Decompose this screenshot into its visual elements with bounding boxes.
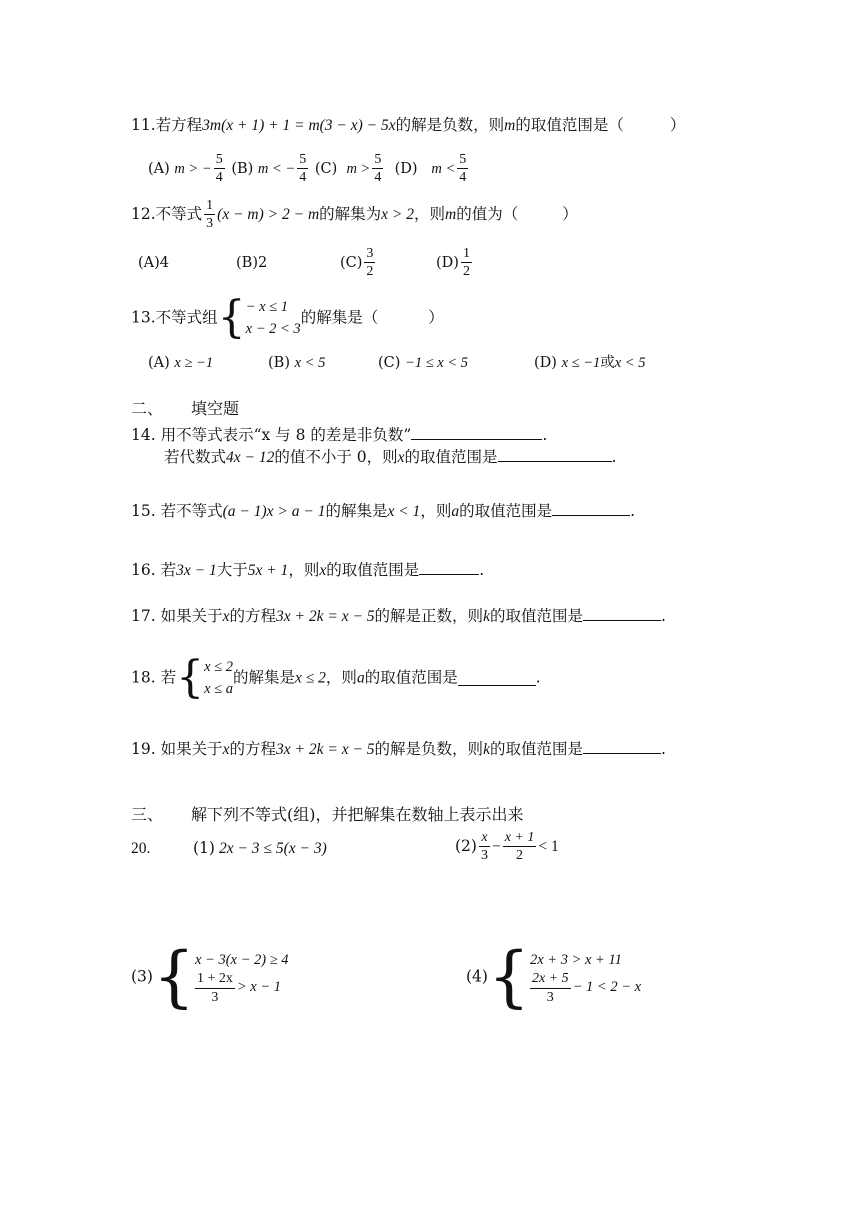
- system-line: x − 3(x − 2) ≥ 4: [194, 951, 289, 968]
- equation: 3m(x + 1) + 1 = m(3 − x) − 5x: [202, 117, 396, 134]
- option-expr: m >: [346, 160, 371, 177]
- question-20-part-1: [193, 841, 327, 857]
- question-number: 16.: [131, 561, 156, 579]
- system-line: 2x + 3 > x + 11: [529, 951, 622, 968]
- option-c: [340, 246, 436, 280]
- variable: x: [222, 741, 230, 758]
- section-title: 填空题: [191, 399, 240, 418]
- question-20-part-4: [466, 938, 642, 1015]
- question-12: [131, 198, 578, 232]
- fraction: [364, 246, 375, 280]
- question-14: [131, 425, 547, 444]
- option-or: 或: [600, 355, 615, 371]
- period: .: [479, 561, 485, 579]
- fraction: [503, 830, 537, 864]
- fraction: [195, 971, 235, 1005]
- option-expr: m > −: [174, 160, 212, 177]
- question-text: 若方程: [155, 116, 203, 134]
- denominator: 2: [516, 848, 524, 864]
- fraction: [530, 971, 571, 1005]
- section-number: 二、: [131, 399, 164, 418]
- question-text: 的取值范围是: [459, 502, 553, 520]
- question-text: 的解是负数，则: [395, 116, 505, 134]
- period: .: [535, 668, 541, 687]
- answer-blank[interactable]: [498, 447, 612, 462]
- period: .: [660, 740, 666, 758]
- option-label: (A): [148, 160, 170, 177]
- variable: a: [451, 503, 460, 520]
- part-label: (4): [466, 967, 488, 986]
- option-d: [394, 152, 471, 186]
- question-text: ，则: [420, 502, 452, 520]
- operator: −: [491, 838, 501, 856]
- paren-close: ）: [562, 204, 578, 223]
- question-text: 的取值范围是: [326, 561, 420, 579]
- question-text: 若代数式: [164, 448, 227, 466]
- option-label: (C): [314, 160, 338, 177]
- variable: m: [504, 117, 516, 134]
- part-label: (2): [455, 837, 477, 856]
- fraction: [457, 152, 468, 186]
- question-text: 的解集是: [233, 668, 296, 687]
- question-text: 的取值范围是: [489, 740, 583, 758]
- denominator: 2: [462, 264, 470, 280]
- denominator: 3: [206, 216, 214, 232]
- numerator: 1 + 2x: [195, 971, 235, 988]
- inequality-rhs: − 1 < 2 − x: [572, 979, 642, 996]
- option-b: [231, 152, 310, 186]
- question-text: 的解集是（: [300, 308, 379, 327]
- period: .: [611, 448, 617, 466]
- option-expr: −1 ≤ x < 5: [405, 355, 468, 371]
- system-line: x ≤ 2: [204, 659, 234, 675]
- variable: a: [356, 669, 365, 687]
- answer-blank[interactable]: [458, 671, 536, 686]
- question-20-part-2: [455, 830, 559, 864]
- option-label: (B): [231, 160, 254, 177]
- numerator: 5: [297, 152, 308, 169]
- answer-blank[interactable]: [411, 425, 542, 440]
- question-12-options: [138, 246, 474, 280]
- option-label: (D): [534, 355, 557, 371]
- question-text: 的解是正数，则: [374, 607, 484, 625]
- question-text: 不等式: [155, 204, 203, 223]
- inequality: 2x − 3 ≤ 5(x − 3): [218, 840, 327, 857]
- inequality-system: [246, 296, 301, 341]
- answer-blank[interactable]: [419, 560, 479, 575]
- numerator: 5: [372, 152, 383, 169]
- option-label: (D): [394, 160, 418, 177]
- question-text: 的取值范围是: [404, 448, 498, 466]
- question-text: 的值为（: [456, 204, 519, 223]
- question-text: 的解集为: [319, 204, 382, 223]
- answer-blank[interactable]: [552, 501, 630, 516]
- question-text: 如果关于: [160, 607, 223, 625]
- question-number: 14.: [131, 426, 156, 444]
- answer-blank[interactable]: [583, 739, 661, 754]
- question-20-number: 20.: [131, 840, 151, 857]
- fraction: [372, 152, 383, 186]
- question-text: 的解是负数，则: [374, 740, 484, 758]
- question-text: 的取值范围是: [489, 607, 583, 625]
- inequality-system: [195, 949, 289, 1005]
- solution-set: x < 1: [387, 503, 421, 520]
- system-line: x − 2 < 3: [245, 321, 301, 338]
- question-15: [131, 501, 635, 520]
- numerator: 5: [214, 152, 225, 169]
- question-18: [131, 652, 541, 704]
- equation: 3x + 2k = x − 5: [276, 741, 375, 758]
- equation: (x − m) > 2 − m: [217, 205, 320, 223]
- question-text: ，则: [288, 561, 320, 579]
- option-c: [378, 356, 534, 371]
- option-a: [148, 356, 268, 371]
- variable: m: [445, 205, 457, 223]
- option-label: (D): [436, 254, 459, 271]
- part-label: (3): [131, 967, 153, 986]
- option-label: (C): [340, 254, 363, 271]
- question-text: 的解集是: [325, 502, 388, 520]
- option-label: (A): [148, 355, 170, 371]
- system-line: [530, 971, 641, 1005]
- option-label: (C): [378, 355, 401, 371]
- paren-close: ）: [428, 308, 444, 327]
- period: .: [630, 502, 636, 520]
- question-text: 的值不小于 0，则: [274, 448, 398, 466]
- question-11-options: [148, 152, 470, 186]
- option-expr: x ≥ −1: [174, 355, 214, 371]
- fraction: [204, 198, 215, 232]
- question-number: 18.: [131, 668, 156, 687]
- question-19: [131, 739, 666, 758]
- brace: {: [176, 652, 205, 704]
- numerator: 1: [204, 198, 215, 215]
- question-number: 17.: [131, 607, 156, 625]
- question-text: 的取值范围是: [364, 668, 458, 687]
- denominator: 4: [215, 170, 223, 186]
- expression: 4x − 12: [226, 449, 275, 466]
- question-text: 的取值范围是（: [515, 116, 624, 134]
- option-expr: m <: [431, 160, 456, 177]
- question-13: [131, 292, 444, 344]
- question-number: 12.: [131, 204, 156, 223]
- option-b: [268, 356, 378, 371]
- question-20-part-3: [131, 938, 289, 1015]
- variable: k: [483, 608, 490, 625]
- inequality-rhs: < 1: [538, 838, 559, 856]
- inequality-rhs: > x − 1: [236, 979, 282, 996]
- numerator: 3: [364, 246, 375, 263]
- option-expr: x ≤ −1: [561, 355, 601, 371]
- period: .: [660, 607, 666, 625]
- denominator: 4: [459, 170, 467, 186]
- brace: {: [487, 938, 530, 1015]
- option-c: [314, 152, 386, 186]
- expression: 5x + 1: [247, 562, 289, 579]
- question-number: 11.: [131, 116, 156, 134]
- question-text: 若: [160, 561, 177, 579]
- option-b: (B)2: [236, 254, 268, 271]
- option-expr: x < 5: [294, 355, 326, 371]
- question-text: 大于: [216, 561, 248, 579]
- option-d: [534, 355, 645, 371]
- question-text: 若: [160, 668, 177, 687]
- option-expr: m < −: [257, 160, 296, 177]
- question-text: 不等式组: [155, 308, 218, 327]
- section-heading-2: [131, 401, 239, 417]
- option-a: (A)4: [138, 254, 170, 271]
- fraction: [479, 830, 490, 864]
- section-number: 三、: [131, 805, 164, 824]
- question-number: 15.: [131, 502, 156, 520]
- paren-close: ）: [669, 116, 686, 134]
- question-14-part-2: [164, 447, 617, 466]
- numerator: 1: [461, 246, 472, 263]
- question-text: 的方程: [229, 607, 277, 625]
- fraction: [461, 246, 472, 280]
- denominator: 3: [211, 989, 219, 1005]
- option-d: [436, 246, 474, 280]
- question-text: 的方程: [229, 740, 277, 758]
- question-number: 19.: [131, 740, 156, 758]
- variable: x: [397, 449, 405, 466]
- inequality-system: [204, 656, 233, 701]
- fraction: [214, 152, 225, 186]
- question-text: ，则: [414, 204, 446, 223]
- system-line: [195, 971, 289, 1005]
- variable: k: [483, 741, 490, 758]
- question-16: [131, 560, 484, 579]
- question-text: 若不等式: [160, 502, 223, 520]
- answer-blank[interactable]: [583, 606, 661, 621]
- section-title: 解下列不等式(组)，并把解集在数轴上表示出来: [191, 805, 524, 824]
- question-17: [131, 606, 666, 625]
- denominator: 2: [366, 264, 374, 280]
- variable: x: [222, 608, 230, 625]
- numerator: 2x + 5: [530, 971, 571, 988]
- question-11: [131, 118, 685, 134]
- equation: 3x + 2k = x − 5: [276, 608, 375, 625]
- option-label: (B): [268, 355, 290, 371]
- denominator: 4: [374, 170, 382, 186]
- numerator: x + 1: [503, 830, 537, 847]
- option-expr: x < 5: [614, 355, 646, 371]
- expression: 3x − 1: [176, 562, 217, 579]
- solution-set: x > 2: [381, 205, 414, 223]
- brace: {: [217, 292, 246, 344]
- period: .: [542, 426, 548, 444]
- system-line: − x ≤ 1: [245, 299, 288, 315]
- inequality-system: [530, 949, 641, 1005]
- solution-set: x ≤ 2: [295, 669, 326, 687]
- numerator: x: [479, 830, 490, 847]
- question-text: 用不等式表示“x 与 8 的差是非负数”: [160, 426, 412, 444]
- fraction: [297, 152, 308, 186]
- question-text: ，则: [325, 668, 357, 687]
- system-line: x ≤ a: [204, 681, 234, 698]
- denominator: 3: [546, 989, 554, 1005]
- brace: {: [152, 938, 195, 1015]
- inequality: (a − 1)x > a − 1: [222, 503, 326, 520]
- question-number: 13.: [131, 308, 156, 327]
- section-heading-3: [131, 807, 524, 823]
- question-text: 如果关于: [160, 740, 223, 758]
- option-a: [148, 152, 227, 186]
- denominator: 4: [299, 170, 307, 186]
- variable: x: [319, 562, 327, 579]
- part-label: (1): [193, 839, 215, 857]
- question-13-options: [148, 356, 645, 371]
- numerator: 5: [457, 152, 468, 169]
- denominator: 3: [480, 848, 488, 864]
